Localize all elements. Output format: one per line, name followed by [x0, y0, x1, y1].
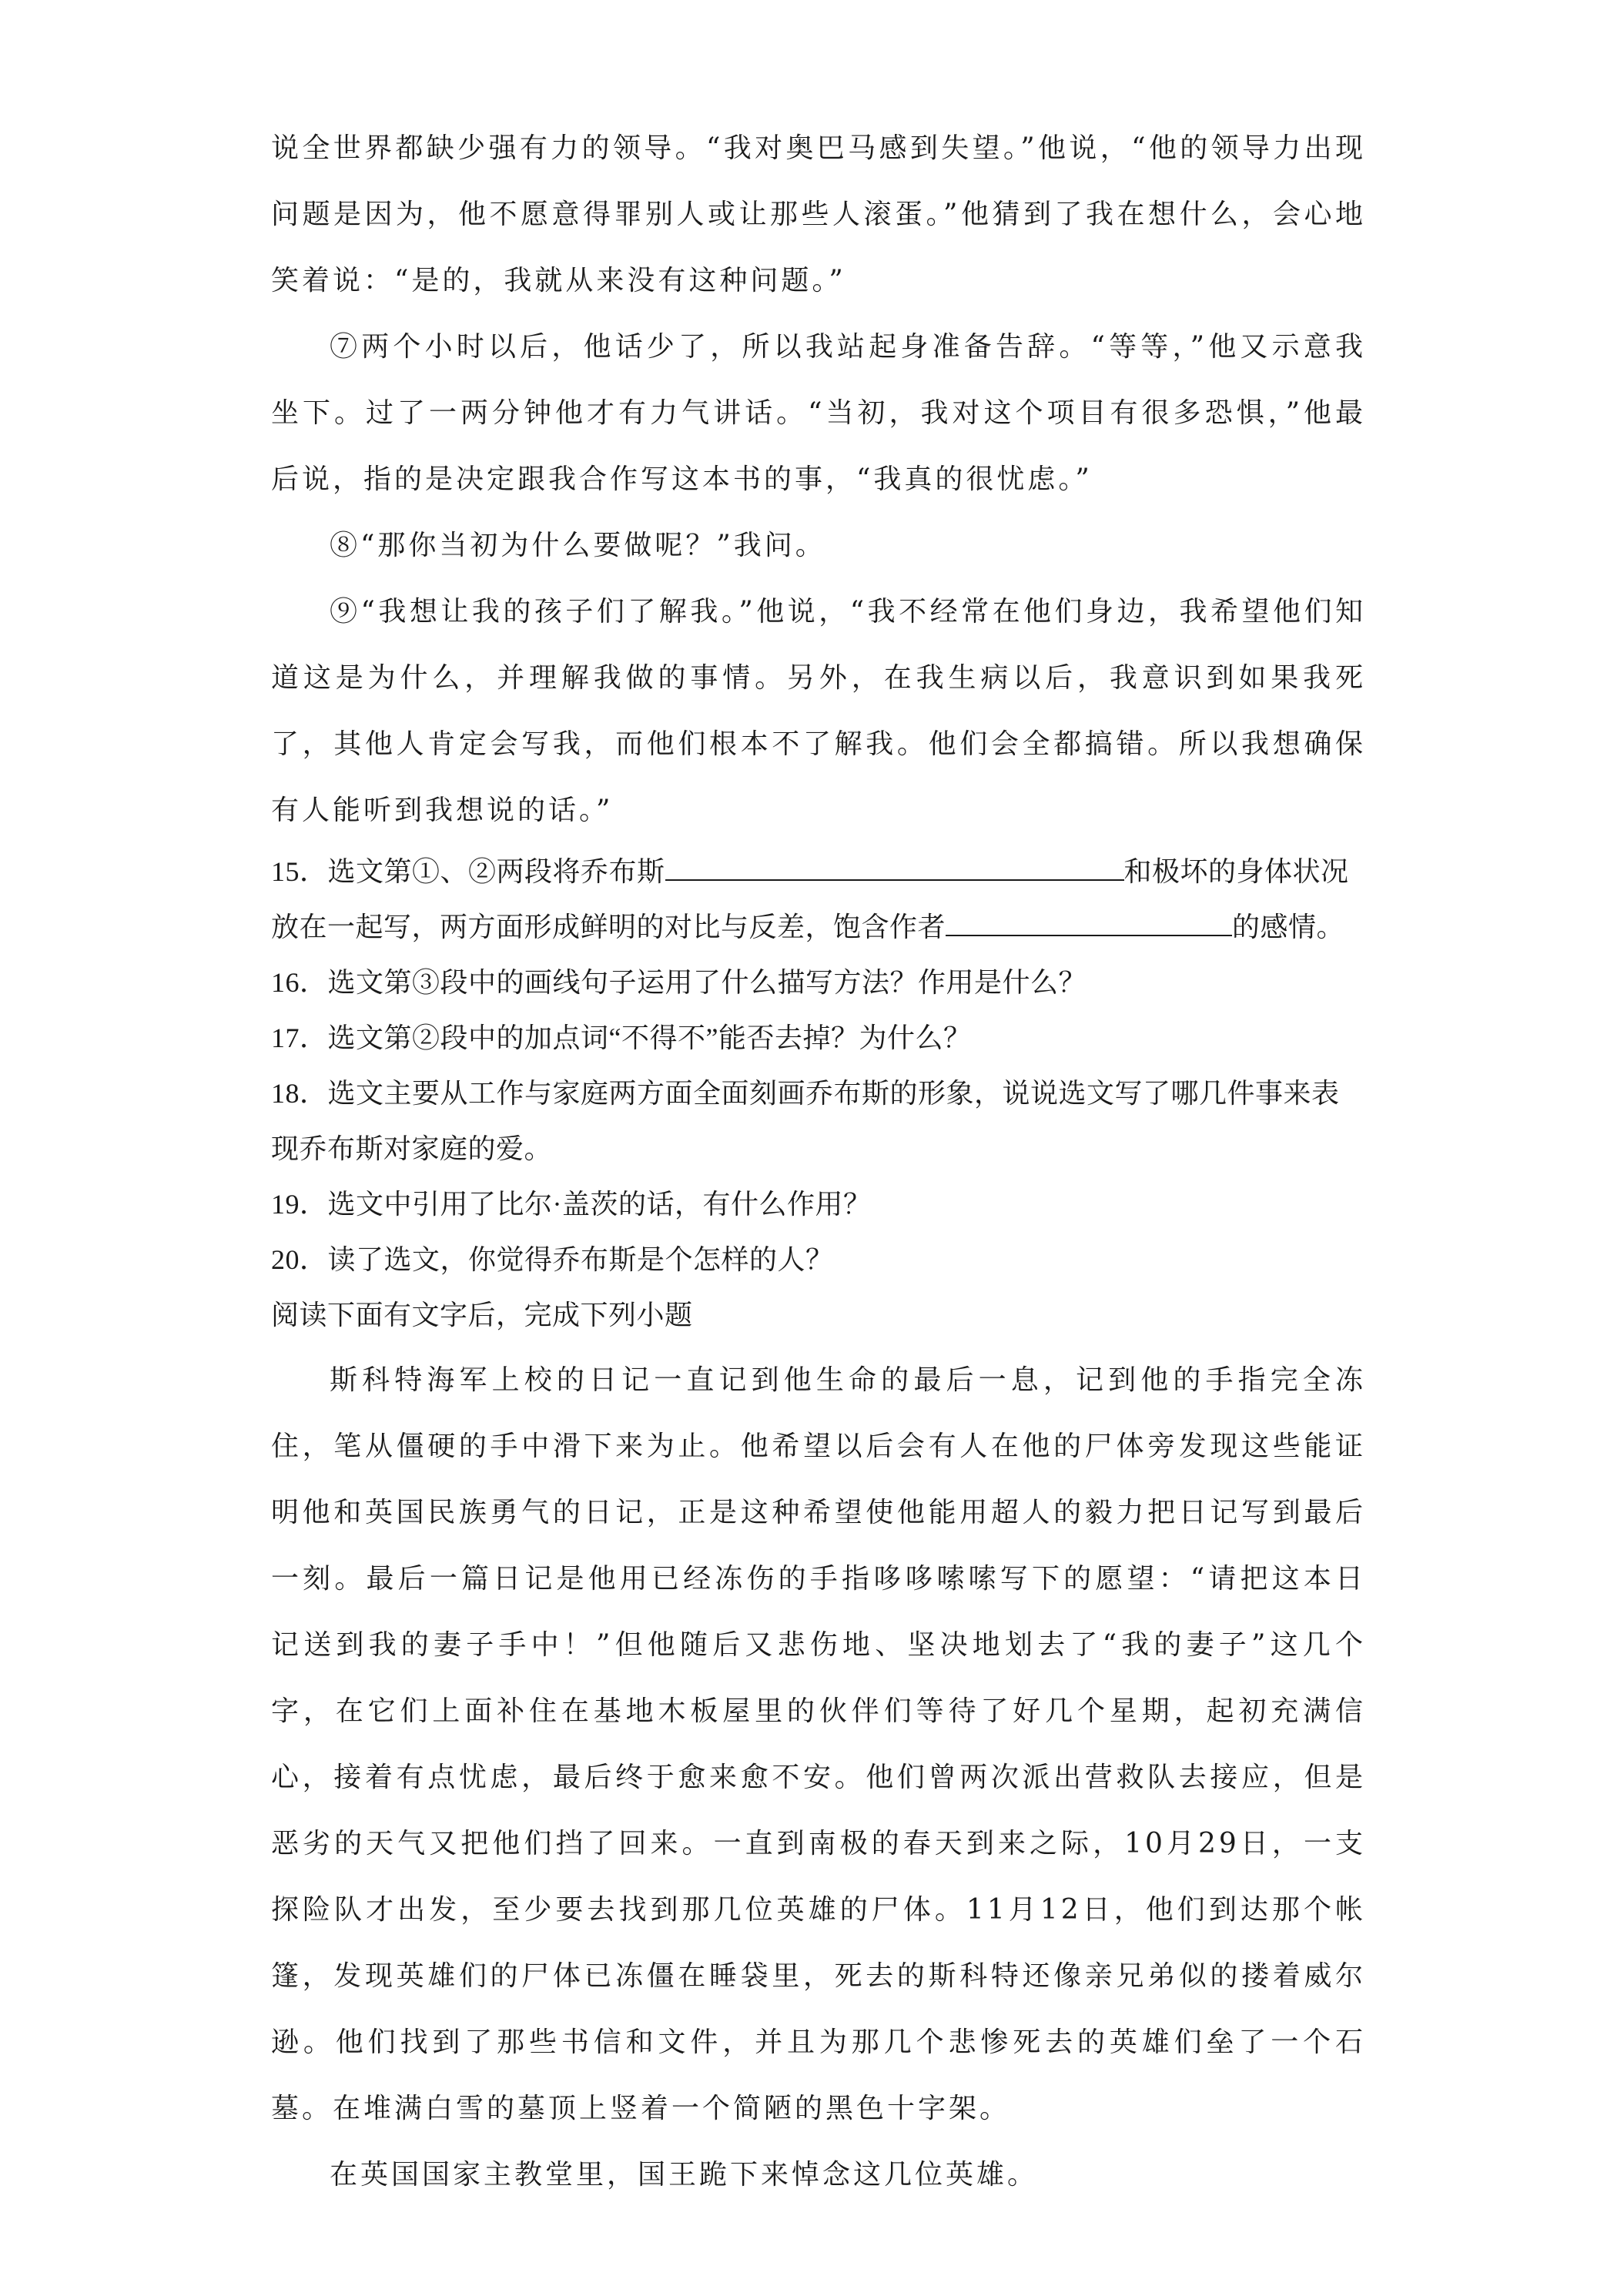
question-15-part1: 15．选文第①、②两段将乔布斯 [271, 856, 665, 887]
question-15-part3: 的感情。 [1232, 912, 1345, 942]
question-19: 19．选文中引用了比尔·盖茨的话，有什么作用？ [271, 1189, 872, 1220]
answer-blank-1[interactable] [665, 853, 1124, 881]
question-20: 20．读了选文，你觉得乔布斯是个怎样的人？ [271, 1244, 834, 1275]
question-17: 17．选文第②段中的加点词“不得不”能否去掉？为什么？ [271, 1022, 972, 1053]
question-15-part2: 和极坏的身体状况放在一起写，两方面形成鲜明的对比与反差，饱含作者 [271, 856, 1349, 942]
question-15 [271, 844, 1366, 955]
paragraph-7: ⑦两个小时以后，他话少了，所以我站起身准备告辞。“等等，”他又示意我坐下。过了一两分钟他才有力气讲话。“当初，我对这个项目有很多恐惧，”他最后说，指的是决定跟我合作写这本书的事，“我真的很忧虑。” [271, 331, 1366, 495]
scott-passage: 斯科特海军上校的日记一直记到他生命的最后一息，记到他的手指完全冻住，笔从僵硬的手中滑下来为止。他希望以后会有人在他的尸体旁发现这些能证明他和英国民族勇气的日记，正是这种希望使他能用超人的毅力把日记写到最后一刻。最后一篇日记是他用已经冻伤的手指哆哆嗦嗦写下的愿望：“请把这本日记送到我的妻子手中！”但他随后又悲伤地、坚决地划去了“我的妻子”这几个字，在它们上面补住在基地木板屋里的伙伴们等待了好几个星期，起初充满信心，接着有点忧虑，最后终于愈来愈不安。他们曾两次派出营救队去接应，但是恶劣的天气又把他们挡了回来。一直到南极的春天到来之际，10月29日，一支探险队才出发，至少要去找到那几位英雄的尸体。11月12日，他们到达那个帐篷，发现英雄们的尸体已冻僵在睡袋里，死去的斯科特还像亲兄弟似的搂着威尔逊。他们找到了那些书信和文件，并且为那几个悲惨死去的英雄们垒了一个石墓。在堆满白雪的墓顶上竖着一个简陋的黑色十字架。 [271, 1364, 1366, 2124]
paragraph-9: ⑨“我想让我的孩子们了解我。”他说，“我不经常在他们身边，我希望他们知道这是为什么，并理解我做的事情。另外，在我生病以后，我意识到如果我死了，其他人肯定会写我，而他们根本不了解我。他们会全都搞错。所以我想确保有人能听到我想说的话。” [271, 596, 1366, 826]
reading-instruction: 阅读下面有文字后，完成下列小题 [271, 1300, 693, 1330]
answer-blank-2[interactable] [946, 909, 1232, 936]
question-18: 18．选文主要从工作与家庭两方面全面刻画乔布斯的形象，说说选文写了哪几件事来表现乔布斯对家庭的爱。 [271, 1078, 1340, 1164]
question-16: 16．选文第③段中的画线句子运用了什么描写方法？作用是什么？ [271, 967, 1087, 998]
scott-passage-end: 在英国国家主教堂里，国王跪下来悼念这几位英雄。 [330, 2159, 1039, 2191]
paragraph-continuation: 说全世界都缺少强有力的领导。“我对奥巴马感到失望。”他说，“他的领导力出现问题是因为，他不愿意得罪别人或让那些人滚蛋。”他猜到了我在想什么，会心地笑着说：“是的，我就从来没有这种问题。” [271, 132, 1366, 296]
paragraph-8: ⑧“那你当初为什么要做呢？”我问。 [330, 530, 826, 561]
